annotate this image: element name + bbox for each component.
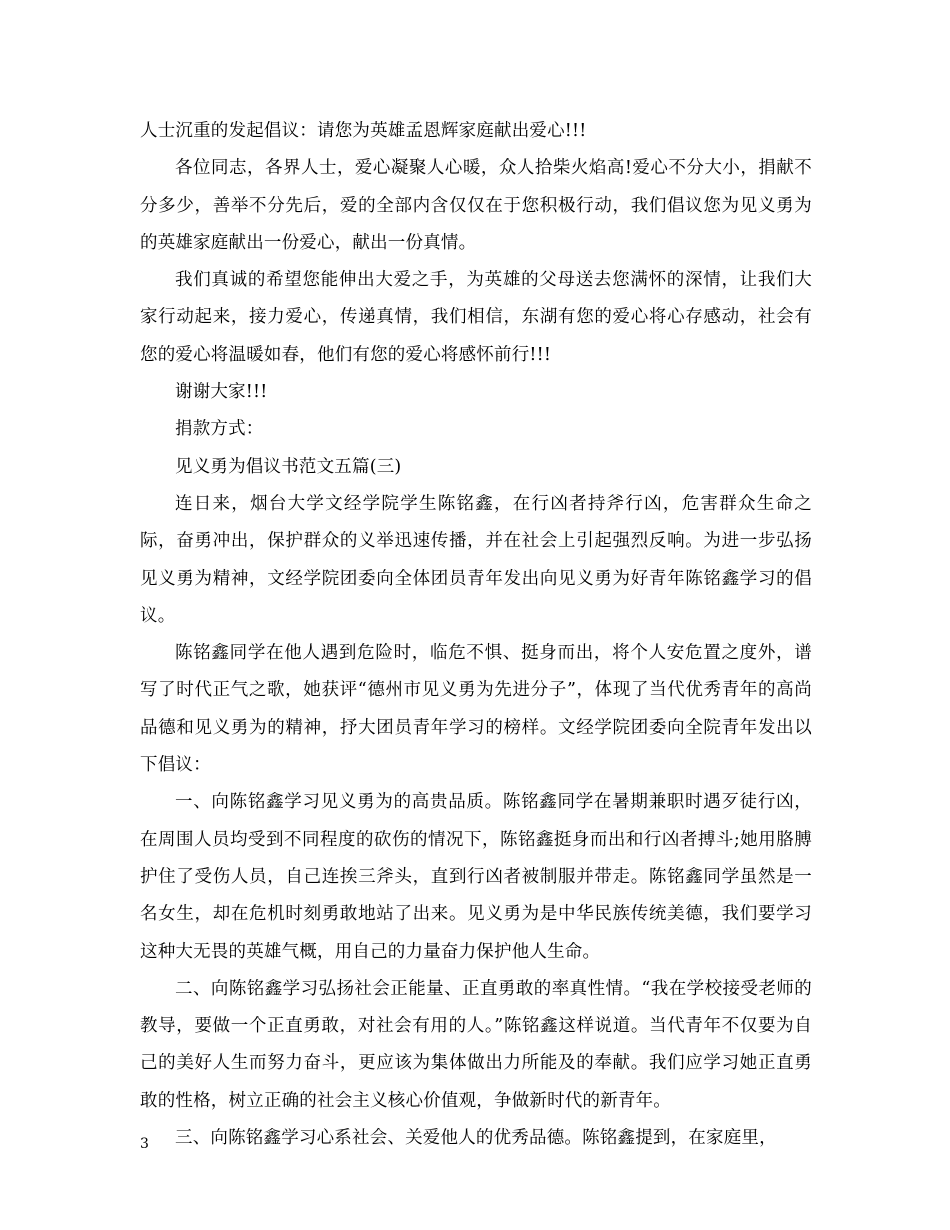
paragraph-4: 谢谢大家!!! [175,382,268,403]
paragraph-3: 我们真诚的希望您能伸出大爱之手，为英雄的父母送去您满怀的深情，让我们大家行动起来，接力爱心，传递真情，我们相信，东湖有您的爱心将心存感动，社会有您的爱心将温暖如春，他们有您的爱心将感怀前行!!! [140,270,812,365]
paragraph-9: 一、向陈铭鑫学习见义勇为的高贵品质。陈铭鑫同学在暑期兼职时遇歹徒行凶，在周围人员均受到不同程度的砍伤的情况下，陈铭鑫挺身而出和行凶者搏斗;她用胳膊护住了受伤人员，自己连挨三斧头，直到行凶者被制服并带走。陈铭鑫同学虽然是一名女生，却在危机时刻勇敢地站了出来。见义勇为是中华民族传统美德，我们要学习这种大无畏的英雄气概，用自己的力量奋力保护他人生命。 [140,792,812,962]
paragraph-5: 捐款方式： [175,419,264,440]
paragraph-10: 二、向陈铭鑫学习弘扬社会正能量、正直勇敢的率真性情。“我在学校接受老师的教导，要做一个正直勇敢，对社会有用的人。”陈铭鑫这样说道。当代青年不仅要为自己的美好人生而努力奋斗，更应该为集体做出力所能及的奉献。我们应学习她正直勇敢的性格，树立正确的社会主义核心价值观，争做新时代的新青年。 [140,978,812,1111]
paragraph-2: 各位同志，各界人士，爱心凝聚人心暖，众人拾柴火焰高!爱心不分大小，捐献不分多少，善举不分先后，爱的全部内含仅仅在于您积极行动，我们倡议您为见义勇为的英雄家庭献出一份爱心，献出一份真情。 [140,158,812,253]
section-heading: 见义勇为倡议书范文五篇(三) [175,456,402,477]
paragraph-7: 连日来，烟台大学文经学院学生陈铭鑫，在行凶者持斧行凶，危害群众生命之际，奋勇冲出，保护群众的义举迅速传播，并在社会上引起强烈反响。为进一步弘扬见义勇为精神，文经学院团委向全体团员青年发出向见义勇为好青年陈铭鑫学习的倡议。 [140,493,812,626]
page-number: 3 [140,1136,149,1152]
document-body [140,113,812,1157]
paragraph-8: 陈铭鑫同学在他人遇到危险时，临危不惧、挺身而出，将个人安危置之度外，谱写了时代正气之歌，她获评“德州市见义勇为先进分子”，体现了当代优秀青年的高尚品德和见义勇为的精神，抒大团员青年学习的榜样。文经学院团委向全院青年发出以下倡议： [140,643,812,776]
paragraph-11: 三、向陈铭鑫学习心系社会、关爱他人的优秀品德。陈铭鑫提到，在家庭里， [175,1128,777,1149]
paragraph-1: 人士沉重的发起倡议：请您为英雄孟恩辉家庭献出爱心!!! [140,121,587,141]
